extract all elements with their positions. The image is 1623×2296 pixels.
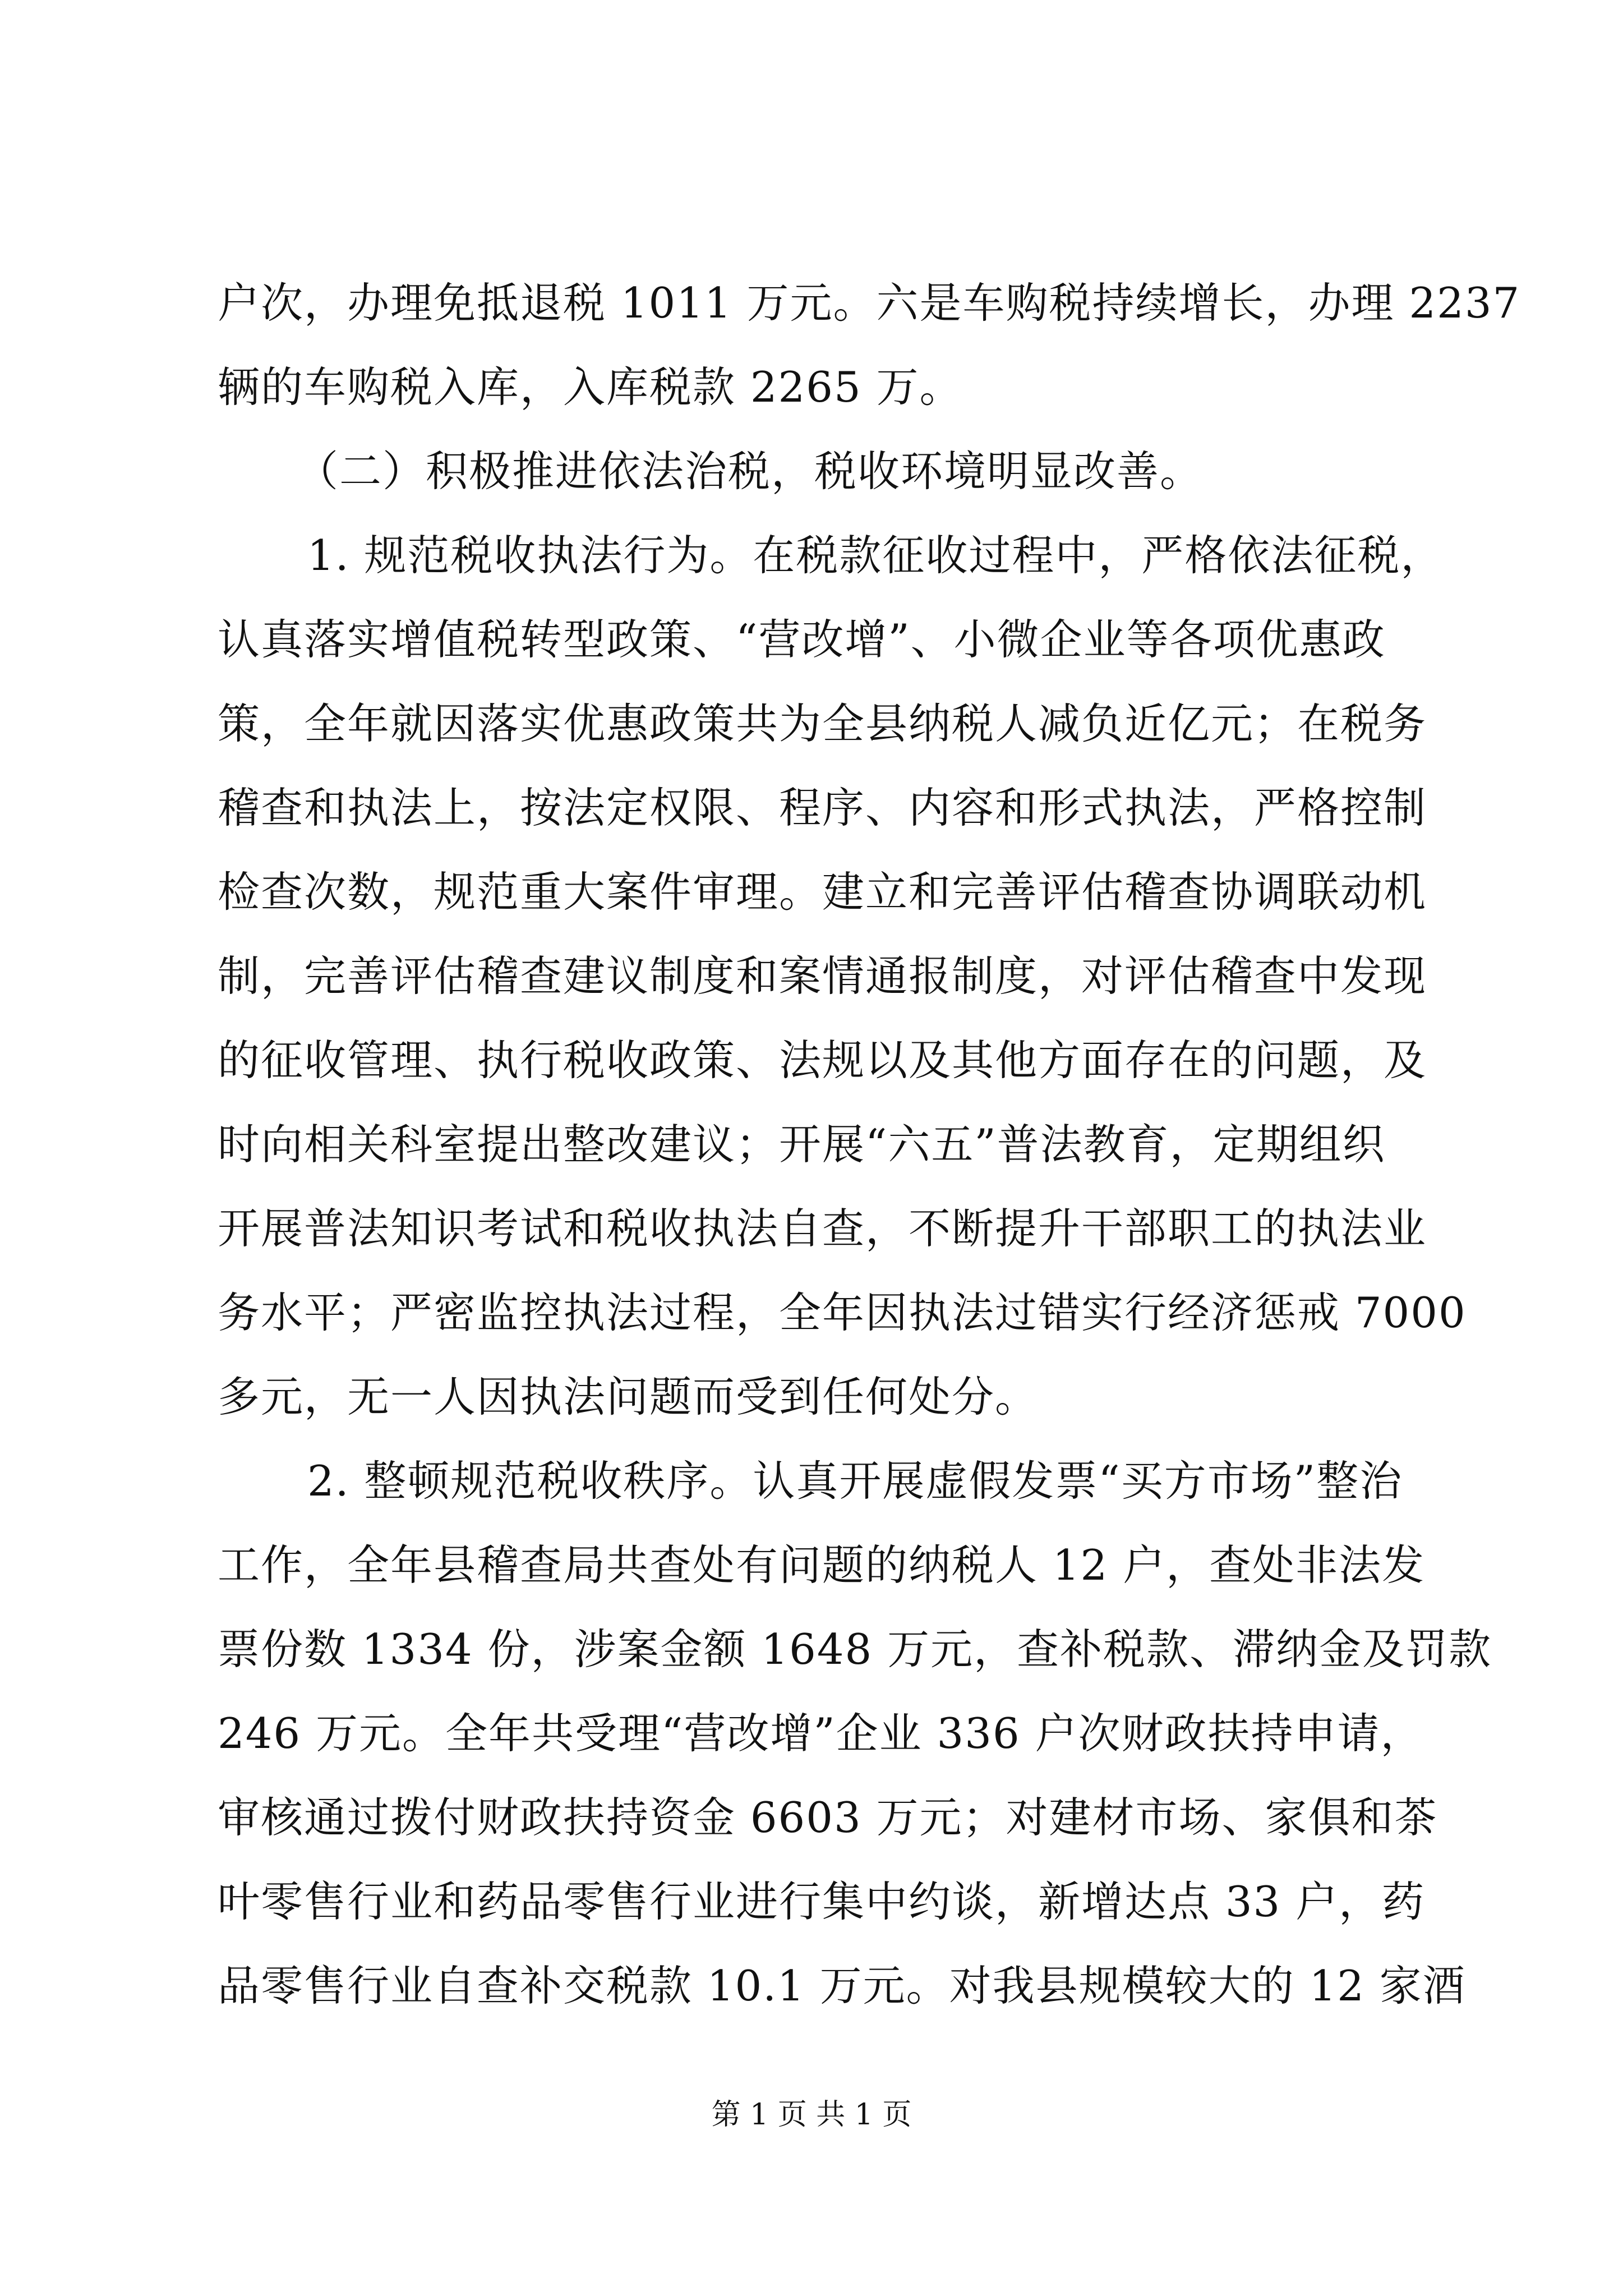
text-line: 辆的车购税入库，入库税款 2265 万。 — [218, 362, 963, 412]
text-line: 开展普法知识考试和税收执法自查，不断提升干部职工的执法业 — [218, 1204, 1427, 1253]
text-line: 认真落实增值税转型政策、“营改增”、小微企业等各项优惠政 — [218, 615, 1386, 664]
text-line: 检查次数，规范重大案件审理。建立和完善评估稽查协调联动机 — [218, 867, 1427, 917]
document-body — [218, 261, 1521, 2028]
text-line: 工作，全年县稽查局共查处有问题的纳税人 12 户，查处非法发 — [218, 1540, 1426, 1590]
text-line: 品零售行业自查补交税款 10.1 万元。对我县规模较大的 12 家酒 — [218, 1961, 1466, 2010]
text-line: 的征收管理、执行税收政策、法规以及其他方面存在的问题，及 — [218, 1036, 1427, 1085]
text-line: 稽查和执法上，按法定权限、程序、内容和形式执法，严格控制 — [218, 783, 1427, 832]
text-line: 时向相关科室提出整改建议；开展“六五”普法教育，定期组织 — [218, 1120, 1386, 1169]
text-line: 票份数 1334 份，涉案金额 1648 万元，查补税款、滞纳金及罚款 — [218, 1625, 1492, 1674]
text-line: 叶零售行业和药品零售行业进行集中约谈，新增达点 33 户，药 — [218, 1877, 1426, 1926]
page-footer — [0, 2092, 1623, 2137]
paragraph-start: 2. 整顿规范税收秩序。认真开展虚假发票“买方市场”整治 — [307, 1456, 1403, 1506]
section-heading: （二）积极推进依法治税，税收环境明显改善。 — [296, 447, 1204, 496]
text-line: 户次，办理免抵退税 1011 万元。六是车购税持续增长，办理 2237 — [218, 278, 1521, 328]
page-number: 第 1 页 共 1 页 — [711, 2098, 912, 2132]
text-line: 246 万元。全年共受理“营改增”企业 336 户次财政扶持申请， — [218, 1709, 1424, 1758]
text-line: 审核通过拨付财政扶持资金 6603 万元；对建材市场、家俱和茶 — [218, 1793, 1438, 1842]
text-line: 制，完善评估稽查建议制度和案情通报制度，对评估稽查中发现 — [218, 951, 1427, 1001]
text-line: 多元，无一人因执法问题而受到任何处分。 — [218, 1372, 1039, 1421]
text-line: 务水平；严密监控执法过程，全年因执法过错实行经济惩戒 7000 — [218, 1288, 1467, 1337]
paragraph-start: 1. 规范税收执法行为。在税款征收过程中，严格依法征税， — [307, 531, 1444, 580]
text-line: 策，全年就因落实优惠政策共为全县纳税人减负近亿元；在税务 — [218, 699, 1427, 748]
